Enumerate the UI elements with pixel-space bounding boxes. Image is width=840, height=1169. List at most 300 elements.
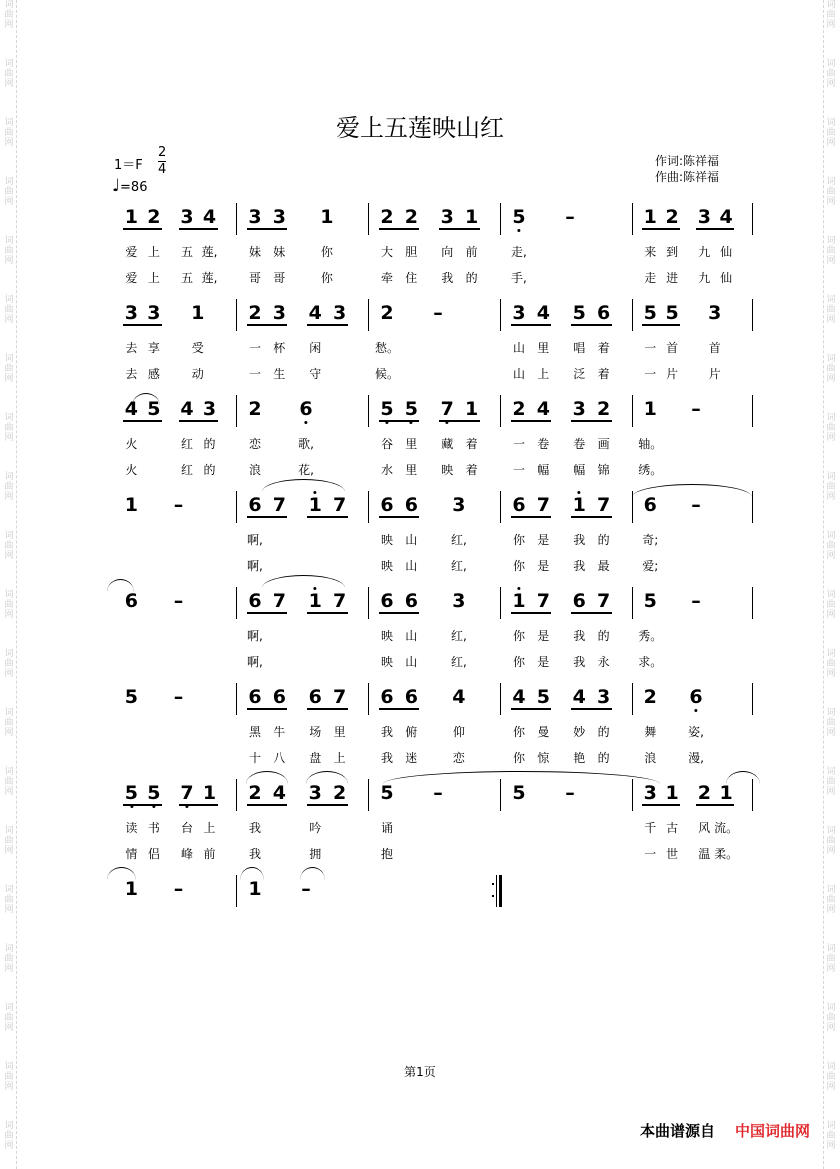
barline [500, 587, 501, 619]
note [465, 399, 478, 419]
note [248, 495, 261, 515]
watermark-char: 网 [826, 433, 836, 443]
slur [107, 867, 136, 880]
note-digit: 5 [512, 782, 526, 804]
watermark-char: 词 [4, 236, 14, 246]
watermark-char: 词 [4, 0, 14, 10]
watermark-char: 曲 [4, 246, 14, 256]
watermark-char: 网 [4, 1082, 14, 1092]
barline [632, 395, 633, 427]
lyric-verse-1: 红 [181, 437, 194, 451]
lyric-verse-2: 哥 [248, 271, 261, 285]
watermark-gap [824, 207, 838, 236]
lyric-verse-2: 里 [405, 463, 418, 477]
watermark-char: 曲 [826, 895, 836, 905]
watermark-char: 曲 [4, 718, 14, 728]
note [248, 207, 261, 227]
watermark-char: 曲 [826, 305, 836, 315]
watermark-char: 词 [826, 649, 836, 659]
beam-underline [307, 516, 347, 518]
note-digit: 7 [272, 590, 286, 612]
slur [240, 867, 264, 880]
watermark-char: 网 [4, 138, 14, 148]
note-digit: 2 [333, 782, 347, 804]
watermark-char: 网 [4, 669, 14, 679]
lyric-verse-2: 你 [320, 271, 333, 285]
watermark-char: 网 [826, 846, 836, 856]
lyricist: 作词:陈祥福 [655, 154, 720, 168]
beam-underline [247, 804, 287, 806]
watermark-char: 曲 [4, 305, 14, 315]
note [320, 207, 333, 227]
note [405, 495, 418, 515]
watermark-gap [2, 148, 16, 177]
watermark-char: 词 [826, 885, 836, 895]
note-digit: – [173, 686, 184, 708]
lyric-verse-1: 卷 [573, 437, 586, 451]
note-digit: – [433, 782, 443, 804]
watermark-char: 网 [826, 551, 836, 561]
lyric-verse-2: 浪 [644, 751, 657, 765]
barline [500, 395, 501, 427]
lyric-verse-2: 八 [273, 751, 286, 765]
lyric-verse-2: 手, [511, 271, 527, 285]
watermark-gap [824, 266, 838, 295]
lyric-verse-2: 动 [191, 367, 204, 381]
note [597, 303, 610, 323]
lyric-verse-2: 惊 [537, 751, 550, 765]
note-digit: 3 [512, 302, 526, 324]
note [565, 783, 575, 803]
lyric-verse-1: 的 [203, 437, 216, 451]
octave-dot [517, 229, 520, 232]
slur [306, 771, 348, 784]
watermark-char: 词 [826, 708, 836, 718]
note [573, 591, 586, 611]
note [512, 399, 525, 419]
lyric-verse-1: 你 [512, 725, 525, 739]
lyric-verse-2: 五 [181, 271, 194, 285]
note [405, 399, 418, 419]
beam-underline [179, 228, 217, 230]
note-digit: 4 [452, 686, 466, 708]
watermark-gap [824, 856, 838, 885]
watermark-char: 词 [4, 413, 14, 423]
barline [236, 779, 237, 811]
note [248, 591, 261, 611]
note [174, 879, 184, 899]
lyric-verse-2: 红 [181, 463, 194, 477]
note-digit: 5 [124, 686, 139, 708]
lyric-verse-2: 恋 [452, 751, 465, 765]
note [174, 687, 184, 707]
note [537, 687, 550, 707]
watermark-char: 词 [4, 826, 14, 836]
note [698, 783, 711, 803]
note [405, 591, 418, 611]
watermark-char: 曲 [4, 423, 14, 433]
watermark-gap [824, 148, 838, 177]
barline [752, 491, 753, 523]
lyric-verse-2: 感 [147, 367, 160, 381]
watermark-char: 曲 [4, 954, 14, 964]
note-digit: 1 [512, 590, 526, 612]
lyric-verse-2: 住 [405, 271, 418, 285]
note-digit: 6 [404, 590, 418, 612]
watermark-char: 网 [4, 610, 14, 620]
beam-underline [511, 324, 551, 326]
note [691, 399, 701, 419]
note-digit: 6 [272, 686, 286, 708]
note-digit: 3 [572, 398, 586, 420]
lyric-verse-2: 幅 [573, 463, 586, 477]
watermark-char: 词 [826, 236, 836, 246]
lyric-verse-2: 我 [380, 751, 393, 765]
note-digit: – [565, 782, 575, 804]
note-digit: 4 [272, 782, 286, 804]
note-digit: 3 [308, 782, 322, 804]
lyric-verse-2: 爱; [642, 559, 659, 573]
watermark-char: 网 [826, 492, 836, 502]
source-credit [640, 1120, 810, 1141]
note [147, 783, 160, 803]
lyric-verse-1: 歌, [298, 437, 314, 451]
watermark-char: 曲 [4, 128, 14, 138]
note-digit: 6 [643, 494, 657, 516]
watermark-gap [824, 502, 838, 531]
lyric-verse-1: 五 [181, 245, 194, 259]
lyric-verse-1: 山 [512, 341, 525, 355]
note-digit: 3 [333, 302, 347, 324]
lyric-verse-1: 千 [644, 821, 657, 835]
watermark-gap [2, 266, 16, 295]
watermark-gap [824, 1151, 838, 1169]
watermark-char: 网 [4, 315, 14, 325]
watermark-char: 网 [826, 669, 836, 679]
octave-dot [694, 709, 697, 712]
beam-underline [571, 420, 611, 422]
lyric-verse-2: 进 [666, 271, 679, 285]
lyric-verse-1: 奇; [642, 533, 659, 547]
note-digit: 6 [299, 398, 313, 420]
watermark-char: 网 [4, 964, 14, 974]
beam-underline [247, 612, 287, 614]
watermark-char: 词 [826, 354, 836, 364]
note-digit: – [691, 398, 701, 420]
note-digit: 3 [272, 302, 286, 324]
barline [368, 683, 369, 715]
note-digit: 6 [689, 686, 703, 708]
lyric-verse-1: 你 [512, 629, 525, 643]
note [665, 783, 678, 803]
watermark-gap [2, 561, 16, 590]
note [125, 591, 138, 611]
note [203, 399, 216, 419]
note-digit: – [301, 878, 311, 900]
note-digit: 5 [147, 782, 161, 804]
lyric-verse-2: 片 [666, 367, 679, 381]
note-digit: 6 [248, 686, 262, 708]
watermark-char: 网 [4, 374, 14, 384]
note-digit: 2 [248, 302, 262, 324]
barline [752, 683, 753, 715]
watermark-char: 网 [826, 256, 836, 266]
note-digit: 6 [248, 494, 262, 516]
note [380, 783, 393, 803]
slur [132, 393, 160, 406]
note-digit: 1 [665, 782, 679, 804]
note-digit: 7 [597, 494, 611, 516]
lyric-verse-2: 红, [450, 655, 467, 669]
note-digit: 6 [380, 686, 394, 708]
lyric-verse-2: 花, [298, 463, 314, 477]
barline [368, 491, 369, 523]
lyric-verse-1: 享 [147, 341, 160, 355]
note [644, 399, 657, 419]
beam-underline [307, 708, 347, 710]
watermark-char: 曲 [4, 69, 14, 79]
note [644, 207, 657, 227]
watermark-gap [2, 207, 16, 236]
lyric-verse-1: 红, [450, 629, 467, 643]
barline [632, 683, 633, 715]
lyric-verse-2: 着 [465, 463, 478, 477]
lyric-verse-1: 妙 [573, 725, 586, 739]
lyric-verse-2: 一 [248, 367, 261, 381]
watermark-char: 词 [826, 590, 836, 600]
beam-underline [511, 612, 551, 614]
watermark-char: 曲 [826, 10, 836, 20]
lyric-verse-2: 我 [441, 271, 454, 285]
watermark-gap [2, 30, 16, 59]
note [512, 303, 525, 323]
note [147, 303, 160, 323]
note-digit: – [173, 878, 184, 900]
watermark-char: 曲 [4, 1131, 14, 1141]
lyric-verse-2: 一 [512, 463, 525, 477]
watermark-gap [824, 561, 838, 590]
lyric-verse-2: 山 [405, 559, 418, 573]
lyric-verse-1: 来 [644, 245, 657, 259]
quarter-note-icon: ♩ [112, 176, 121, 196]
watermark-char: 曲 [826, 1131, 836, 1141]
watermark-char: 网 [826, 728, 836, 738]
note [465, 207, 478, 227]
slur [262, 479, 345, 492]
watermark-char: 曲 [826, 659, 836, 669]
note-digit: 7 [333, 590, 347, 612]
lyric-verse-1: 书 [147, 821, 160, 835]
lyric-verse-1: 风 [698, 821, 711, 835]
watermark-char: 网 [4, 20, 14, 30]
watermark-gap [2, 1151, 16, 1169]
lyric-verse-1: 前 [465, 245, 478, 259]
lyric-verse-1: 卷 [537, 437, 550, 451]
lyric-verse-2: 漫, [688, 751, 704, 765]
watermark-char: 词 [4, 1003, 14, 1013]
lyric-verse-1: 里 [333, 725, 346, 739]
lyric-verse-2: 山 [405, 655, 418, 669]
lyric-verse-1: 山 [405, 533, 418, 547]
note [665, 207, 678, 227]
note [203, 207, 216, 227]
lyric-verse-2: 永 [597, 655, 610, 669]
lyric-verse-1: 走, [511, 245, 527, 259]
note-digit: 5 [643, 302, 657, 324]
note-digit: 1 [320, 206, 334, 228]
watermark-left [2, 0, 17, 1169]
beam-underline [511, 516, 551, 518]
note [248, 783, 261, 803]
note [125, 207, 138, 227]
watermark-gap [824, 797, 838, 826]
beam-underline [642, 228, 680, 230]
watermark-char: 词 [826, 1062, 836, 1072]
note [452, 495, 465, 515]
note [333, 687, 346, 707]
lyric-verse-1: 首 [708, 341, 721, 355]
lyric-verse-2: 莲, [201, 271, 218, 285]
note [644, 303, 657, 323]
note [333, 783, 346, 803]
lyric-verse-1: 你 [512, 533, 525, 547]
beam-underline [379, 516, 419, 518]
beam-underline [696, 804, 734, 806]
watermark-char: 曲 [4, 895, 14, 905]
composer: 作曲:陈祥福 [655, 170, 720, 184]
watermark-char: 网 [826, 964, 836, 974]
note [665, 303, 678, 323]
slur [726, 771, 760, 784]
note [174, 591, 184, 611]
note [125, 495, 138, 515]
lyric-verse-1: 闲 [309, 341, 322, 355]
meter-numerator: 2 [158, 145, 167, 160]
note [573, 399, 586, 419]
lyric-verse-2: 锦 [597, 463, 610, 477]
lyric-verse-2: 着 [597, 367, 610, 381]
lyric-verse-2: 上 [537, 367, 550, 381]
lyric-verse-2: 仙 [720, 271, 733, 285]
note-digit: 4 [202, 206, 217, 228]
watermark-right [823, 0, 838, 1169]
beam-underline [511, 420, 551, 422]
lyric-verse-1: 姿, [688, 725, 704, 739]
note-digit: 1 [124, 206, 139, 228]
note-digit: 6 [404, 686, 418, 708]
note [441, 207, 454, 227]
note [691, 591, 701, 611]
note-digit: 3 [180, 206, 194, 228]
lyric-verse-1: 一 [248, 341, 261, 355]
watermark-char: 网 [4, 433, 14, 443]
watermark-gap [2, 384, 16, 413]
note [180, 207, 193, 227]
lyric-verse-2: 求。 [638, 655, 663, 669]
watermark-char: 词 [4, 1062, 14, 1072]
note [405, 687, 418, 707]
lyric-verse-2: 温 [698, 847, 711, 861]
lyric-verse-1: 里 [405, 437, 418, 451]
watermark-char: 词 [4, 767, 14, 777]
note [273, 687, 286, 707]
note [333, 303, 346, 323]
watermark-char: 词 [4, 177, 14, 187]
watermark-char: 词 [4, 590, 14, 600]
lyric-verse-1: 去 [125, 341, 138, 355]
watermark-char: 曲 [4, 187, 14, 197]
lyric-verse-2: 上 [147, 271, 160, 285]
note [248, 303, 261, 323]
note-digit: 5 [147, 398, 161, 420]
lyric-verse-1: 俯 [405, 725, 418, 739]
lyric-verse-1: 莲, [201, 245, 218, 259]
watermark-gap [824, 738, 838, 767]
lyric-verse-1: 轴。 [638, 437, 663, 451]
watermark-char: 曲 [826, 836, 836, 846]
beam-underline [123, 324, 161, 326]
note-digit: 6 [308, 686, 322, 708]
note-digit: 6 [404, 494, 418, 516]
note-digit: 3 [452, 590, 466, 612]
lyric-verse-1: 到 [666, 245, 679, 259]
watermark-char: 网 [826, 197, 836, 207]
meter-denominator: 4 [158, 162, 167, 177]
note-digit: 3 [597, 686, 611, 708]
barline [752, 587, 753, 619]
watermark-char: 网 [826, 1082, 836, 1092]
note-digit: 7 [440, 398, 454, 420]
barline [236, 491, 237, 523]
lyric-verse-1: 山 [405, 629, 418, 643]
note-digit: 2 [380, 206, 394, 228]
watermark-char: 曲 [4, 10, 14, 20]
beam-underline [123, 420, 161, 422]
note-digit: 7 [180, 782, 194, 804]
barline [752, 203, 753, 235]
note-digit: – [565, 206, 575, 228]
watermark-char: 网 [826, 905, 836, 915]
watermark-char: 词 [4, 118, 14, 128]
note [537, 399, 550, 419]
lyric-verse-2: 情 [125, 847, 138, 861]
lyric-verse-2: 爱 [125, 271, 138, 285]
lyric-verse-1: 爱 [125, 245, 138, 259]
note-digit: 6 [597, 302, 611, 324]
lyric-verse-2: 柔。 [714, 847, 739, 861]
note-digit: – [433, 302, 443, 324]
lyric-verse-1: 向 [441, 245, 454, 259]
watermark-gap [824, 325, 838, 354]
watermark-char: 词 [4, 1121, 14, 1131]
lyric-verse-1: 大 [380, 245, 393, 259]
lyric-verse-1: 妹 [248, 245, 261, 259]
watermark-char: 曲 [826, 1013, 836, 1023]
song-title: 爱上五莲映山红 [336, 114, 504, 142]
note-digit: – [691, 494, 701, 516]
note [698, 207, 711, 227]
lyric-verse-1: 是 [537, 533, 550, 547]
final-barline [492, 875, 502, 907]
note [597, 495, 610, 515]
beam-underline [307, 612, 347, 614]
lyric-verse-2: 你 [512, 655, 525, 669]
lyric-verse-2: 我 [573, 655, 586, 669]
note-digit: 7 [333, 686, 347, 708]
note [452, 687, 465, 707]
lyric-verse-2: 泛 [573, 367, 586, 381]
note [597, 399, 610, 419]
